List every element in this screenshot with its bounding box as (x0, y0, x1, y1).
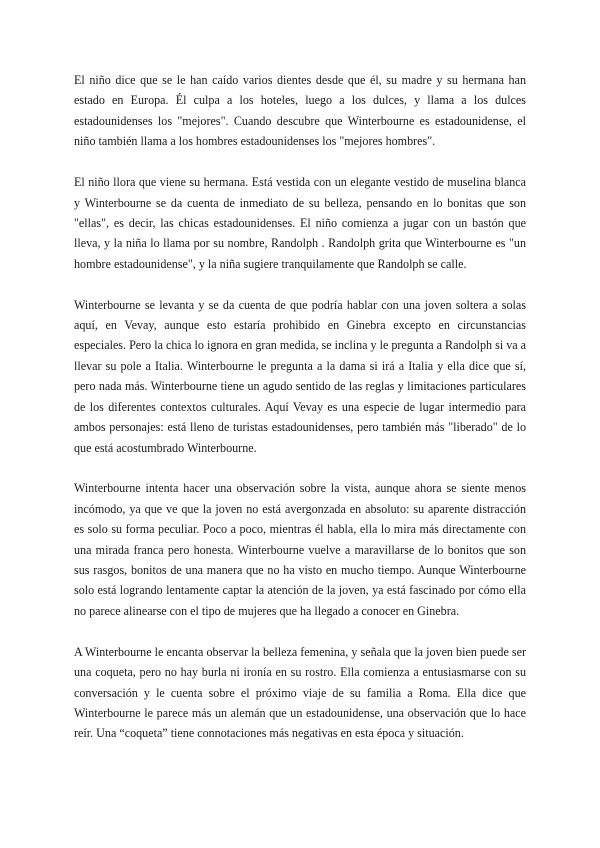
paragraph-3: Winterbourne se levanta y se da cuenta de que podría hablar con una joven soltera a solas aquí, en Vevay, aunque esto estaría prohibido en Ginebra excepto en circunstancias especiales. Pero la chica lo ignora en gran medida, se inclina y le pregunta a Randolph si va a llevar su pole a Italia. Winterbourne le pregunta a la dama si irá a Italia y ella dice que sí, pero nada más. Winterbourne tiene un agudo sentido de las reglas y limitaciones particulares de los diferentes contextos culturales. Aquí Vevay es una especie de lugar intermedio para ambos personajes: está lleno de turistas estadounidenses, pero también más "liberado" de lo que está acostumbrado Winterbourne. (74, 297, 527, 455)
paragraph-1: El niño dice que se le han caído varios dientes desde que él, su madre y su hermana han estado en Europa. Él culpa a los hoteles, luego a los dulces, y llama a los dulces estadounidenses los "mejores". Cuando descubre que Winterbourne es estadounidense, el niño también llama a los hombres estadounidenses los "mejores hombres". (74, 73, 526, 149)
paragraph-2: El niño llora que viene su hermana. Está vestida con un elegante vestido de muselina blanca y Winterbourne se da cuenta de inmediato de su belleza, pensando en lo bonitas que son "ellas", es decir, las chicas estadounidenses. El niño comienza a jugar con un bastón que lleva, y la niña lo llama por su nombre, Randolph . Randolph grita que Winterbourne es "un hombre estadounidense", y la niña sugiere tranquilamente que Randolph se calle. (74, 175, 526, 271)
paragraph-4: Winterbourne intenta hacer una observación sobre la vista, aunque ahora se siente menos incómodo, ya que ve que la joven no está avergonzada en absoluto: su aparente distracción es solo su forma peculiar. Poco a poco, mientras él habla, ella lo mira más directamente con una mirada franca pero honesta. Winterbourne vuelve a maravillarse de lo bonitos que son sus rasgos, bonitos de una manera que no ha visto en mucho tiempo. Aunque Winterbourne solo está logrando lentamente captar la atención de la joven, ya está fascinado por cómo ella no parece alinearse con el tipo de mujeres que ha llegado a conocer en Ginebra. (74, 481, 526, 618)
document-body (74, 70, 526, 764)
paragraph-5: A Winterbourne le encanta observar la belleza femenina, y señala que la joven bien puede ser una coqueta, pero no hay burla ni ironía en su rostro. Ella comienza a entusiasmarse con su conversación y le cuenta sobre el próximo viaje de su familia a Roma. Ella dice que Winterbourne le parece más un alemán que un estadounidense, una observación que lo hace reír. Una “coqueta” tiene connotaciones más negativas en esta época y situación. (74, 644, 526, 741)
